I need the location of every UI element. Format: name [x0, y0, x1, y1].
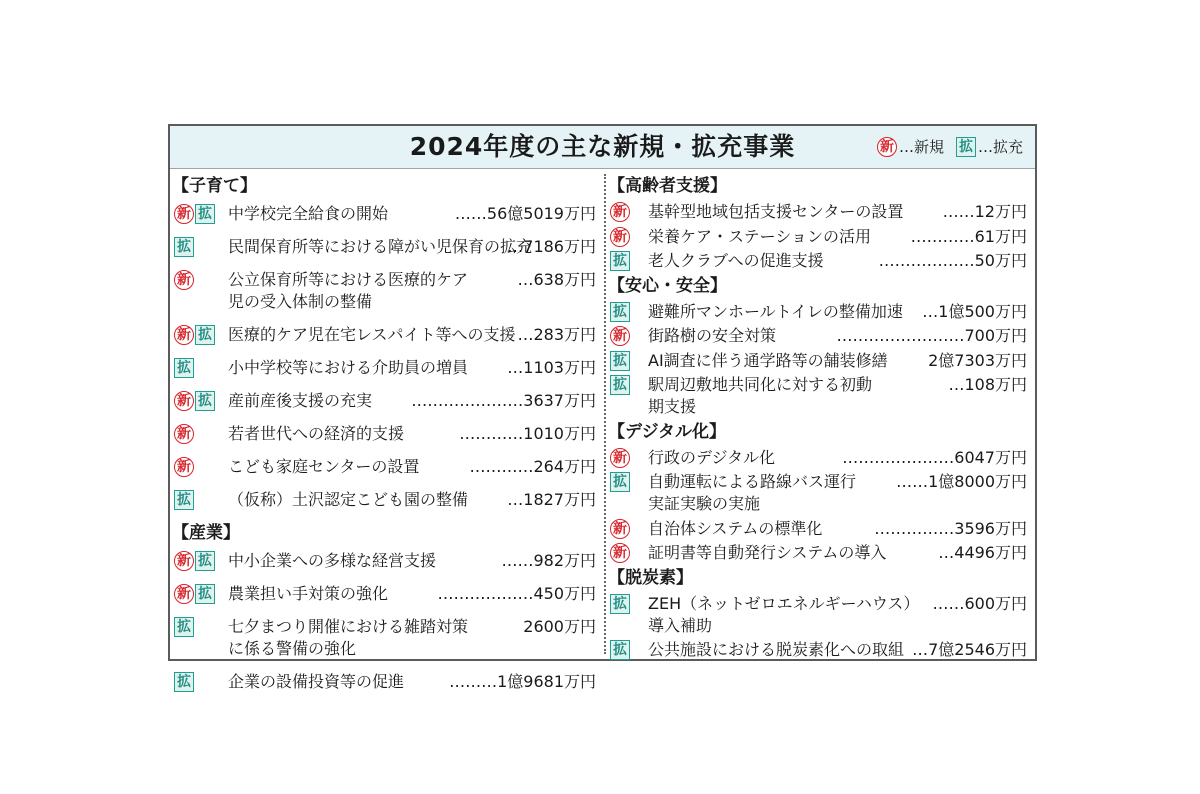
item-badges [610, 594, 630, 614]
item-amount: ……………………700万円 [836, 326, 1027, 345]
item-name: 企業の設備投資等の促進 [228, 672, 405, 691]
expand-badge-icon: 拡 [610, 640, 630, 660]
item-badges [174, 551, 215, 571]
item-badges [174, 617, 194, 637]
item-amount: …………1010万円 [459, 424, 596, 443]
item-amount: ………1億9681万円 [449, 672, 596, 691]
section-heading: 【産業】 [172, 523, 240, 543]
expand-badge-icon: 拡 [610, 351, 630, 371]
new-badge-icon: 新 [174, 391, 194, 411]
section-heading: 【デジタル化】 [608, 421, 726, 442]
expand-badge-icon: 拡 [195, 551, 215, 571]
new-badge-icon: 新 [174, 270, 194, 290]
item-name: 中小企業への多様な経営支援 [228, 551, 437, 570]
item-amount: …………264万円 [469, 457, 596, 476]
item-name: 行政のデジタル化 [648, 447, 776, 467]
expand-badge-icon: 拡 [956, 137, 976, 157]
item-name: 基幹型地域包括支援センターの設置 [648, 202, 904, 221]
item-badges [174, 424, 194, 444]
expand-badge-icon: 拡 [610, 251, 630, 271]
item-amount: …1827万円 [507, 490, 596, 509]
expand-badge-icon: 拡 [174, 237, 194, 257]
item-amount: …638万円 [517, 270, 596, 289]
item-amount: …1103万円 [507, 358, 596, 377]
item-name: 農業担い手対策の強化 [228, 584, 389, 603]
new-badge-icon: 新 [610, 448, 630, 468]
item-amount: ……600万円 [932, 593, 1027, 613]
expand-badge-icon: 拡 [174, 358, 194, 378]
item-badges [610, 251, 630, 271]
legend-new-label: …新規 [898, 138, 944, 156]
item-badges [610, 543, 630, 563]
section-heading: 【子育て】 [172, 176, 257, 196]
item-badges [610, 519, 630, 539]
item-badges [174, 584, 215, 604]
item-badges [174, 204, 215, 224]
item-name: 街路樹の安全対策 [648, 326, 777, 345]
item-name: 七夕まつり開催における雑踏対策 [228, 617, 469, 636]
item-badges [174, 457, 194, 477]
item-name: 駅周辺敷地共同化に対する初動 [648, 375, 873, 394]
item-badges [610, 448, 630, 468]
expand-badge-icon: 拡 [610, 472, 630, 492]
item-badges [174, 672, 194, 692]
item-name: （仮称）土沢認定こども園の整備 [228, 490, 469, 509]
item-badges [610, 302, 630, 322]
item-name: 中学校完全給食の開始 [228, 204, 389, 223]
page-title: 2024年度の主な新規・拡充事業 [409, 132, 796, 161]
section-heading: 【脱炭素】 [608, 567, 693, 588]
item-amount: …283万円 [517, 325, 596, 344]
item-amount: …………………6047万円 [842, 447, 1027, 467]
item-badges [174, 391, 215, 411]
item-amount: 2600万円 [523, 617, 596, 636]
item-amount: ……12万円 [942, 202, 1027, 221]
new-badge-icon: 新 [174, 325, 194, 345]
item-name: 産前産後支援の充実 [228, 391, 373, 410]
item-name: 若者世代への経済的支援 [228, 424, 405, 443]
expand-badge-icon: 拡 [195, 391, 215, 411]
legend [877, 136, 1023, 158]
column-divider [604, 174, 606, 654]
item-name: 老人クラブへの促進支援 [648, 251, 824, 270]
item-amount: …………61万円 [910, 226, 1027, 246]
item-amount: ………………50万円 [878, 251, 1027, 270]
item-badges [174, 325, 215, 345]
item-amount: ………………450万円 [437, 584, 596, 603]
item-amount: ……982万円 [501, 551, 596, 570]
projects-panel [168, 124, 1037, 691]
item-name: 小中学校等における介助員の増員 [228, 358, 469, 377]
item-amount: 2億7303万円 [928, 350, 1027, 370]
expand-badge-icon: 拡 [610, 594, 630, 614]
item-name: 導入補助 [648, 615, 713, 635]
item-badges [174, 358, 194, 378]
item-name: 避難所マンホールトイレの整備加速 [648, 301, 903, 321]
new-badge-icon: 新 [174, 584, 194, 604]
new-badge-icon: 新 [174, 457, 194, 477]
item-name: 実証実験の実施 [648, 494, 761, 513]
item-name: 期支援 [648, 397, 697, 416]
item-badges [174, 237, 194, 257]
item-name: AI調査に伴う通学路等の舗装修繕 [648, 350, 888, 370]
new-badge-icon: 新 [174, 551, 194, 571]
item-badges [174, 270, 194, 290]
item-badges [610, 326, 630, 346]
item-name: 公共施設における脱炭素化への取組 [648, 640, 905, 659]
expand-badge-icon: 拡 [174, 672, 194, 692]
new-badge-icon: 新 [610, 227, 630, 247]
new-badge-icon: 新 [610, 543, 630, 563]
item-amount: ……56億5019万円 [454, 204, 596, 223]
item-name: 医療的ケア児在宅レスパイト等への支援 [228, 325, 516, 344]
item-name: こども家庭センターの設置 [228, 457, 420, 476]
item-badges [610, 640, 630, 660]
expand-badge-icon: 拡 [174, 490, 194, 510]
item-badges [174, 490, 194, 510]
new-badge-icon: 新 [610, 326, 630, 346]
legend-expand-label: …拡充 [977, 138, 1023, 156]
item-badges [610, 375, 630, 395]
item-name: に係る警備の強化 [228, 639, 357, 658]
item-name: ZEH（ネットゼロエネルギーハウス） [648, 593, 920, 613]
expand-badge-icon: 拡 [174, 617, 194, 637]
item-name: 栄養ケア・ステーションの活用 [648, 226, 872, 246]
item-amount: …7億2546万円 [912, 640, 1027, 659]
item-name: 自治体システムの標準化 [648, 518, 823, 538]
section-heading: 【高齢者支援】 [608, 176, 727, 196]
item-badges [610, 351, 630, 371]
title-bar [170, 126, 1035, 169]
section-heading: 【安心・安全】 [608, 275, 727, 296]
item-amount: ……………3596万円 [874, 518, 1027, 538]
item-amount: ……1億8000万円 [896, 472, 1027, 491]
item-amount: …4496万円 [938, 543, 1027, 562]
item-badges [610, 202, 630, 222]
item-name: 自動運転による路線バス運行 [648, 472, 857, 491]
new-badge-icon: 新 [877, 137, 897, 157]
new-badge-icon: 新 [174, 204, 194, 224]
expand-badge-icon: 拡 [195, 584, 215, 604]
item-amount: …108万円 [948, 375, 1027, 394]
item-amount: …1億500万円 [922, 301, 1027, 321]
item-name: 児の受入体制の整備 [228, 292, 373, 311]
item-name: 公立保育所等における医療的ケア [228, 270, 469, 289]
new-badge-icon: 新 [610, 519, 630, 539]
item-name: 証明書等自動発行システムの導入 [648, 543, 887, 562]
item-badges [610, 227, 630, 247]
item-badges [610, 472, 630, 492]
item-name: 民間保育所等における障がい児保育の拡充 [228, 237, 533, 256]
expand-badge-icon: 拡 [610, 302, 630, 322]
item-amount: …………………3637万円 [411, 391, 596, 410]
item-amount: …7186万円 [507, 237, 596, 256]
expand-badge-icon: 拡 [610, 375, 630, 395]
expand-badge-icon: 拡 [195, 204, 215, 224]
new-badge-icon: 新 [610, 202, 630, 222]
new-badge-icon: 新 [174, 424, 194, 444]
expand-badge-icon: 拡 [195, 325, 215, 345]
